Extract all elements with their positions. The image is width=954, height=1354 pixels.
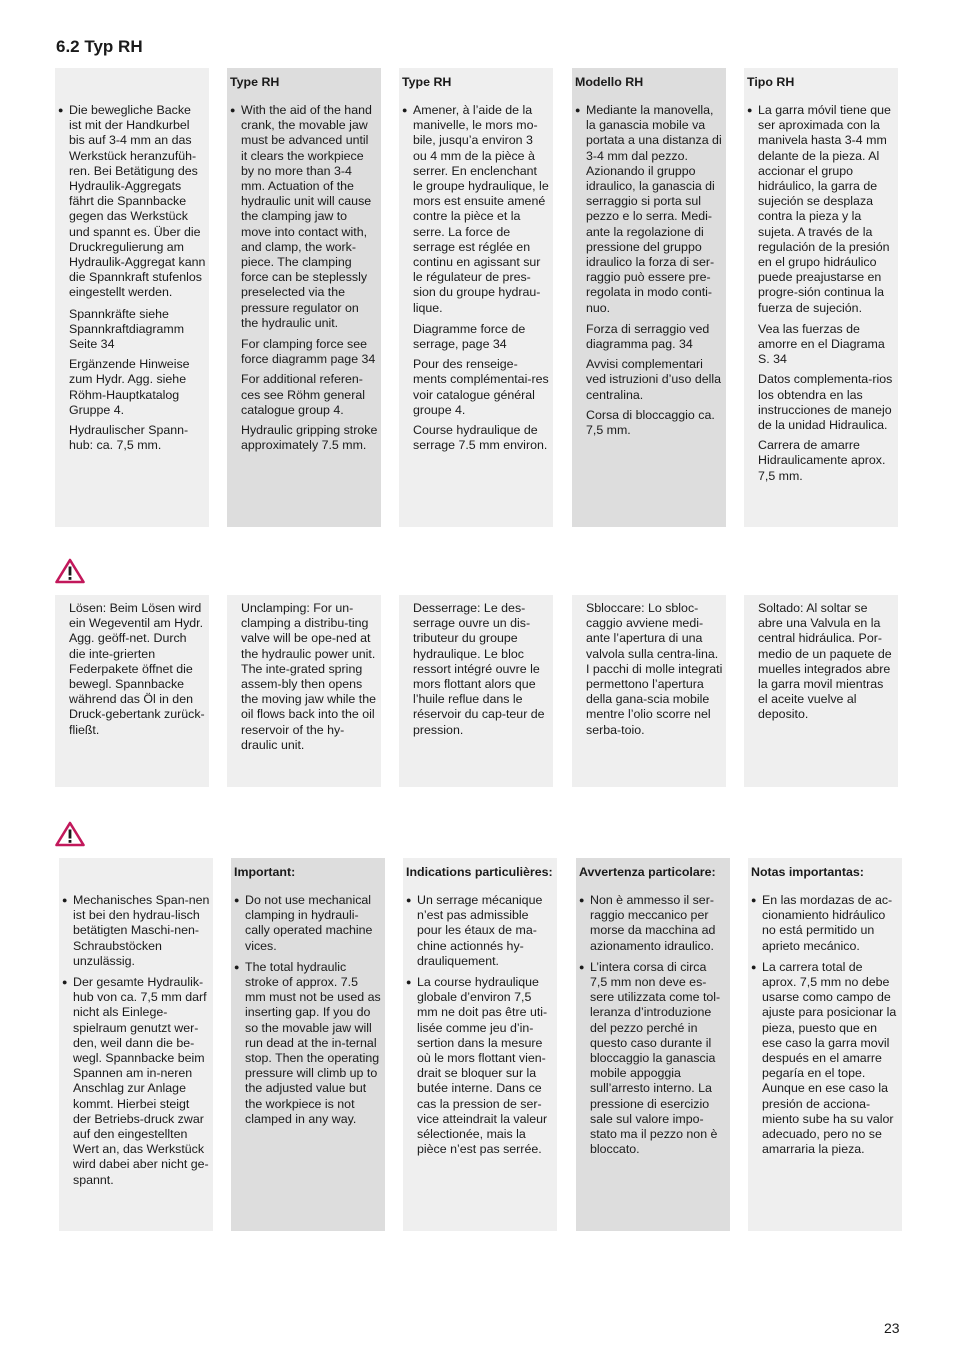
bullet-dot-icon: ●	[747, 105, 753, 115]
bullet-text: Un serrage mécanique n’est pas admissible pour les étaux de ma-chine actionnés hy-drauliquement.	[417, 893, 543, 968]
warning-triangle-icon	[55, 558, 85, 584]
paragraph: Unclamping: For un-clamping a distribu-ting valve will be ope-ned at the hydraulic power unit. The inte-grated spring assem-bly then opens the moving jaw while the oil flows back into the oil reservoir of the hy-draulic unit.	[241, 601, 376, 752]
bullet-dot-icon: ●	[234, 895, 240, 905]
paragraph: Soltado: Al soltar se abre una Valvula en la central hidráulica. Por-medio de un paquete de muelles integrados abre la garra movil mientras el aceite vuelve al deposito.	[758, 601, 892, 722]
section-important-notes	[0, 858, 954, 1231]
bullet-text: With the aid of the hand crank, the movable jaw must be advanced until it clears the workpiece by no more than 3-4 mm. Actuation of the hydraulic unit will cause the clamping jaw to move into contact with, and clamp, the work-piece. The clamping force can be steplessly preselected via the pressure regulator on the hydraulic unit.	[241, 103, 372, 330]
section3-column-es	[748, 858, 902, 1231]
bullet-text: La garra móvil tiene que ser aproximada con la manivela hasta 3-4 mm delante de la pieza. Al accionar el grupo hidráulico, la garra de sujeción se desplaza contra la pieza y la sujeta. A través de la regulación de la presión en el grupo hidráulico puede preajustarse en progre-sión continua la fuerza de sujeción.	[758, 103, 891, 315]
section3-column-fr	[403, 858, 557, 1231]
section1-column-it	[572, 68, 726, 527]
column-heading: Important:	[234, 865, 296, 879]
bullet-dot-icon: ●	[406, 977, 412, 988]
paragraph: Course hydraulique de serrage 7.5 mm environ.	[413, 423, 548, 453]
section3-column-de	[59, 858, 213, 1231]
bullet-item	[751, 960, 899, 1158]
column-heading: Tipo RH	[747, 75, 795, 89]
section3-column-en	[231, 858, 385, 1231]
paragraph: Avvisi complementari ved istruzioni d’uso della centralina.	[586, 357, 721, 402]
section2-column-en	[227, 595, 381, 787]
bullet-dot-icon: ●	[234, 961, 240, 972]
bullet-text: En las mordazas de ac-cionamiento hidráulico no está permitido un aprieto mecánico.	[762, 893, 893, 953]
bullet-text: La carrera total de aprox. 7,5 mm no debe usarse como campo de ajuste para posicionar la pieza, puesto que en ese caso la garra movil después en el amarre pegaría en el tope. Aunque en ese caso la presión de acciona-miento sube ha su valor adecuado, pero no se amarraria la pieza.	[762, 959, 897, 1157]
paragraph: Diagramme force de serrage, page 34	[413, 321, 526, 352]
paragraph: Corsa di bloccaggio ca. 7,5 mm.	[586, 407, 715, 438]
warning-triangle-icon	[55, 821, 85, 847]
column-heading: Type RH	[230, 75, 280, 89]
bullet-item	[406, 893, 554, 969]
bullet-text: Der gesamte Hydraulik-hub von ca. 7,5 mm darf nicht als Einlege-spielraum genutzt wer-den, weil dann die be-wegl. Spannbacke beim Spannen am in-neren Anschlag zur Anlage kommt. Hierbei steigt der Betriebs-druck zwar auf den eingestellten Wert an, das Werkstück wird dabei aber nicht ge-spannt.	[73, 975, 209, 1187]
bullet-text: La course hydraulique globale d’environ 7,5 mm ne doit pas être uti-lisée comme jeu d’in-sertion dans la mesure où le mors flottant vien-drait se bloquer sur la butée interne. Dans ce cas la pression de ser-vice atteindrait la valeur sélectionée, mais la pièce n’est pas serrée.	[417, 975, 548, 1157]
bullet-item	[579, 960, 727, 1158]
paragraph: For clamping force see force diagramm page 34	[241, 337, 376, 367]
section2-column-es	[744, 595, 898, 787]
column-heading	[62, 865, 210, 893]
paragraph: Vea las fuerzas de amorre en el Diagrama S. 34	[758, 321, 885, 367]
paragraph: Carrera de amarre Hidraulicamente aprox. 7,5 mm.	[758, 438, 886, 483]
section1-column-de	[55, 68, 209, 527]
bullet-text: Non è ammesso il ser-raggio meccanico per morse da macchina ad azionamento idraulico.	[590, 893, 716, 953]
column-heading: Avvertenza particolare:	[579, 865, 716, 879]
section3-column-it	[576, 858, 730, 1231]
bullet-item	[751, 893, 899, 954]
bullet-item	[230, 103, 378, 331]
page-title: 6.2 Typ RH	[56, 37, 143, 56]
paragraph: Spannkräfte siehe Spannkraftdiagramm Seite 34	[69, 306, 185, 352]
section1-column-en	[227, 68, 381, 527]
bullet-item	[234, 960, 382, 1127]
bullet-dot-icon: ●	[230, 105, 236, 115]
paragraph: Pour des renseige-ments complémentai-res voir catalogue général groupe 4.	[413, 357, 549, 417]
paragraph: Hydraulischer Spann-hub: ca. 7,5 mm.	[69, 423, 189, 453]
bullet-dot-icon: ●	[62, 977, 68, 988]
paragraph: Desserrage: Le des-serrage ouvre un dis-tributeur du groupe hydraulique. Le bloc ressort intégré ouvre le mors flottant alors que l’huile reflue dans le réservoir du cap-teur de pression.	[413, 601, 545, 737]
bullet-item	[62, 975, 210, 1188]
bullet-dot-icon: ●	[751, 895, 757, 905]
bullet-dot-icon: ●	[575, 105, 581, 115]
bullet-text: Mediante la manovella, la ganascia mobile va portata a una distanza di 3-4 mm dal pezzo. Azionando il gruppo idraulico, la ganascia di serraggio si porta sul pezzo e lo serra. Medi-ante la regolazione di pressione del gruppo idraulico la forza di ser-raggio può essere pre-regolata in modo conti-nuo.	[586, 103, 722, 315]
paragraph: Ergänzende Hinweise zum Hydr. Agg. siehe Röhm-Hauptkatalog Gruppe 4.	[69, 357, 190, 417]
bullet-dot-icon: ●	[751, 961, 757, 972]
column-heading: Notas importantas:	[751, 865, 864, 879]
section1-column-es	[744, 68, 898, 527]
column-heading: Indications particulières:	[406, 865, 553, 879]
bullet-item	[575, 103, 723, 316]
paragraph: Forza di serraggio ved diagramma pag. 34	[586, 321, 710, 352]
paragraph: For additional referen-ces see Röhm general catalogue group 4.	[241, 372, 365, 417]
bullet-dot-icon: ●	[579, 895, 585, 905]
section-clamping-instructions	[0, 68, 954, 527]
bullet-text: L’intera corsa di circa 7,5 mm non deve es-sere utilizzata come tol-leranza d’introduzione del pezzo perché in questo caso durante il bloccaggio la ganascia mobile appoggia sull’arresto interno. La pressione di esercizio sale sul valore impo-stato ma il pezzo non è bloccato.	[590, 959, 721, 1157]
page-number: 23	[884, 1320, 900, 1336]
bullet-dot-icon: ●	[406, 895, 412, 905]
bullet-item	[62, 893, 210, 969]
column-heading: Type RH	[402, 75, 452, 89]
bullet-dot-icon: ●	[579, 961, 585, 972]
bullet-item	[406, 975, 554, 1157]
section-unclamping	[0, 595, 954, 787]
bullet-dot-icon: ●	[402, 105, 408, 115]
paragraph: Sbloccare: Lo sbloc-caggio avviene medi-ante l’apertura di una valvola sulla centra-lina. I pacchi di molle integrati permettono l’apertura della gana-scia mobile mentre l’olio scorre nel serba-toio.	[586, 601, 723, 737]
section2-column-de	[55, 595, 209, 787]
bullet-text: Die bewegliche Backe ist mit der Handkurbel bis auf 3-4 mm an das Werkstück heranzufüh-ren. Bei Betätigung des Hydraulik-Aggregats fährt die Spannbacke gegen das Werkstück und spannt es. Über die Druckregulierung am Hydraulik-Aggregat kann die Spannkraft stufenlos eingestellt werden.	[69, 103, 206, 300]
paragraph: Hydraulic gripping stroke approximately 7.5 mm.	[241, 423, 378, 453]
bullet-item	[58, 103, 206, 301]
section1-column-fr	[399, 68, 553, 527]
section2-column-fr	[399, 595, 553, 787]
column-heading: Modello RH	[575, 75, 644, 89]
bullet-text: Amener, à l’aide de la manivelle, le mors mo-bile, jusqu’a environ 3 ou 4 mm de la pièce à serrer. En enclenchant le groupe hydraulique, le mors est ensuite amené contre la pièce et la serre. La force de serrage est réglée en continu en agissant sur le régulateur de pres-sion du groupe hydrau-lique.	[413, 103, 549, 315]
column-heading	[58, 75, 206, 103]
section2-column-it	[572, 595, 726, 787]
paragraph: Datos complementa-rios los obtendra en las instrucciones de manejo de la unidad Hidraulica.	[758, 372, 893, 433]
bullet-item	[579, 893, 727, 954]
bullet-item	[402, 103, 550, 316]
bullet-text: Do not use mechanical clamping in hydrauli-cally operated machine vices.	[245, 893, 373, 953]
bullet-text: Mechanisches Span-nen ist bei den hydrau-lisch betätigten Maschi-nen-Schraubstöcken unzulässig.	[73, 893, 210, 968]
bullet-text: The total hydraulic stroke of approx. 7.5 mm must not be used as inserting gap. If you do so the movable jaw will run dead at the in-ternal stop. Then the operating pressure will climb up to the adjusted value but the workpiece is not clamped in any way.	[245, 959, 381, 1126]
bullet-item	[747, 103, 895, 316]
paragraph: Lösen: Beim Lösen wird ein Wegeventil am Hydr. Agg. geöff-net. Durch die inte-grierten Federpakete öffnet die bewegl. Spannbacke während das Öl in den Druck-gebertank zurück-fließt.	[69, 601, 205, 737]
bullet-item	[234, 893, 382, 954]
bullet-dot-icon: ●	[62, 895, 68, 905]
bullet-dot-icon: ●	[58, 105, 64, 115]
